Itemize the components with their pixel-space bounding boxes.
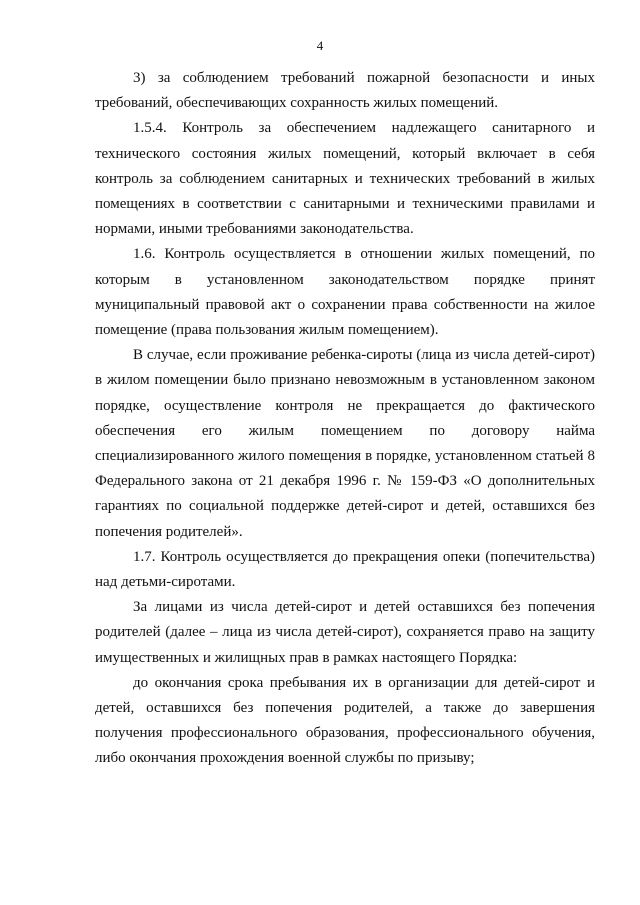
paragraph-term-conditions: до окончания срока пребывания их в организации для детей-сирот и детей, оставшихся без попечения родителей, а также до завершения получения профессионального образования, профессионального обучения, либо окончания прохождения военной службы по призыву; — [95, 674, 595, 767]
paragraph-1-6: 1.6. Контроль осуществляется в отношении жилых помещений, по которым в установленном законодательством порядке принят муниципальный правовой акт о сохранении права собственности на жилое помещение (права пользования жилым помещением). — [95, 246, 595, 339]
paragraph-rights-retained: За лицами из числа детей-сирот и детей оставшихся без попечения родителей (далее – лица из числа детей-сирот), сохраняется право на защиту имущественных и жилищных прав в рамках настоящего Порядка: — [95, 599, 595, 666]
paragraph-fire-safety: 3) за соблюдением требований пожарной безопасности и иных требований, обеспечивающих сохранность жилых помещений. — [95, 70, 595, 112]
paragraph-orphan-housing: В случае, если проживание ребенка-сироты (лица из числа детей-сирот) в жилом помещении было признано невозможным в установленном законом порядке, осуществление контроля не прекращается до фактического обеспечения его жилым помещением по договору найма специализированного жилого помещения в порядке, установленном статьей 8 Федерального закона от 21 декабря 1996 г. № 159-ФЗ «О дополнительных гарантиях по социальной поддержке детей-сирот и детей, оставшихся без попечения родителей». — [95, 347, 595, 540]
paragraph-1-5-4: 1.5.4. Контроль за обеспечением надлежащего санитарного и технического состояния жилых помещений, который включает в себя контроль за соблюдением санитарных и технических требований в жилых помещениях в соответствии с санитарными и техническими правилами и нормами, иными требованиями законодательства. — [95, 120, 595, 238]
document-body — [95, 66, 595, 772]
paragraph-1-7: 1.7. Контроль осуществляется до прекращения опеки (попечительства) над детьми-сиротами. — [95, 548, 595, 591]
page-number: 4 — [316, 38, 324, 53]
